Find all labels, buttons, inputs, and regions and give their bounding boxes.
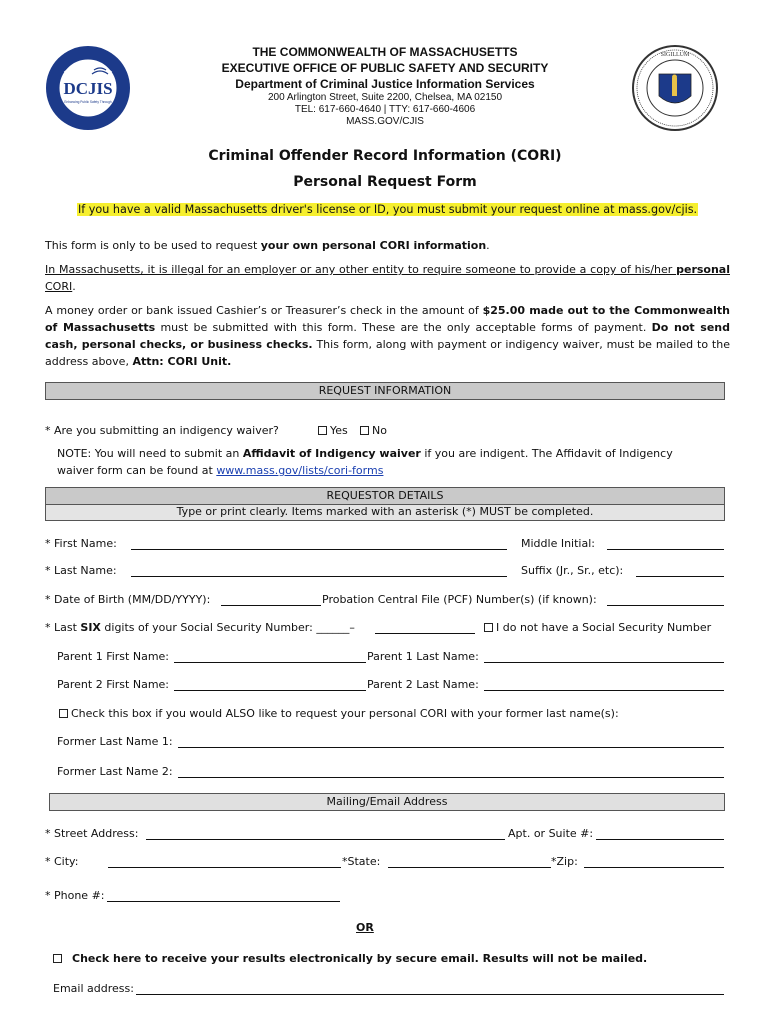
phone-field[interactable] <box>107 901 340 902</box>
no-label: No <box>372 424 387 437</box>
apt-field[interactable] <box>596 839 724 840</box>
street-label: * Street Address: <box>45 827 139 840</box>
svg-text:SIGILLUM: SIGILLUM <box>660 52 690 58</box>
intro-paragraph-3: A money order or bank issued Cashier’s or Treasurer’s check in the amount of $25.00 made out to the Commonwealth of Massachusetts must be submitted with this form. These are the only acceptable forms of payment. Do not send cash, personal checks, or business checks. This form, along with payment or indigency waiver, must be mailed to the address above, Attn: CORI Unit. <box>45 304 730 368</box>
header-web: MASS.GOV/CJIS <box>346 116 424 127</box>
former-name2-label: Former Last Name 2: <box>57 765 173 778</box>
indigency-yes-option[interactable] <box>318 424 348 437</box>
header-executive-office: EXECUTIVE OFFICE OF PUBLIC SAFETY AND SECURITY <box>221 61 549 75</box>
header-department: Department of Criminal Justice Information Services <box>235 77 535 91</box>
former-name2-field[interactable] <box>178 777 724 778</box>
parent1-last-label: Parent 1 Last Name: <box>367 650 479 663</box>
or-divider: OR <box>356 921 374 934</box>
parent1-first-label: Parent 1 First Name: <box>57 650 170 663</box>
former-name1-field[interactable] <box>178 747 724 748</box>
state-label: *State: <box>342 855 381 868</box>
no-ssn-option[interactable] <box>484 621 711 634</box>
former-name1-label: Former Last Name 1: <box>57 735 173 748</box>
apt-label: Apt. or Suite #: <box>508 827 594 840</box>
dob-field[interactable] <box>221 605 321 606</box>
svg-text:DCJIS: DCJIS <box>63 79 113 98</box>
requestor-details-instructions: Type or print clearly. Items marked with an asterisk (*) MUST be completed. <box>45 505 725 521</box>
email-address-label: Email address: <box>53 982 134 995</box>
mailing-heading: Mailing/Email Address <box>49 793 725 811</box>
zip-label: *Zip: <box>551 855 578 868</box>
no-ssn-label: I do not have a Social Security Number <box>496 621 712 634</box>
header-commonwealth: THE COMMONWEALTH OF MASSACHUSETTS <box>252 45 518 59</box>
no-ssn-checkbox[interactable] <box>484 623 493 632</box>
cori-forms-link[interactable]: www.mass.gov/lists/cori-forms <box>216 464 384 477</box>
suffix-field[interactable] <box>636 576 724 577</box>
indigency-no-option[interactable] <box>360 424 387 437</box>
form-title: Criminal Offender Record Information (CORI) <box>208 148 562 164</box>
first-name-label: * First Name: <box>45 537 117 550</box>
header-phone: TEL: 617-660-4640 | TTY: 617-660-4606 <box>294 104 476 115</box>
indigency-question: * Are you submitting an indigency waiver? <box>45 424 279 437</box>
intro-paragraph-2: In Massachusetts, it is illegal for an employer or any other entity to require someone to provide a copy of his/her personal CORI. <box>45 263 730 293</box>
street-field[interactable] <box>146 839 505 840</box>
pcf-label: Probation Central File (PCF) Number(s) (if known): <box>322 593 597 606</box>
email-check-label: Check here to receive your results electronically by secure email. Results will not be mailed. <box>72 952 648 965</box>
indigency-note-link-line: waiver form can be found at www.mass.gov/lists/cori-forms <box>57 464 384 477</box>
city-field[interactable] <box>108 867 341 868</box>
former-name-checkbox[interactable] <box>59 709 68 718</box>
first-name-field[interactable] <box>131 549 507 550</box>
parent2-first-label: Parent 2 First Name: <box>57 678 170 691</box>
form-subtitle: Personal Request Form <box>293 174 477 190</box>
yes-checkbox[interactable] <box>318 426 327 435</box>
requestor-details-heading: REQUESTOR DETAILS <box>45 487 725 505</box>
dob-label: * Date of Birth (MM/DD/YYYY): <box>45 593 211 606</box>
former-name-check-label: Check this box if you would ALSO like to request your personal CORI with your former last name(s): <box>71 707 619 720</box>
yes-label: Yes <box>330 424 348 437</box>
parent2-last-label: Parent 2 Last Name: <box>367 678 479 691</box>
parent2-first-field[interactable] <box>174 690 366 691</box>
parent1-first-field[interactable] <box>174 662 366 663</box>
last-name-label: * Last Name: <box>45 564 117 577</box>
phone-label: * Phone #: <box>45 889 105 902</box>
parent1-last-field[interactable] <box>484 662 724 663</box>
suffix-label: Suffix (Jr., Sr., etc): <box>521 564 624 577</box>
ssn-label: * Last SIX digits of your Social Security Number: ______– <box>45 621 355 634</box>
pcf-field[interactable] <box>607 605 724 606</box>
request-information-heading: REQUEST INFORMATION <box>45 382 725 400</box>
online-notice: If you have a valid Massachusetts driver's license or ID, you must submit your request online at mass.gov/cjis. <box>78 203 698 216</box>
header-address: 200 Arlington Street, Suite 2200, Chelsea, MA 02150 <box>267 92 503 103</box>
former-name-option[interactable] <box>59 707 619 720</box>
parent2-last-field[interactable] <box>484 690 724 691</box>
email-checkbox[interactable] <box>53 954 62 963</box>
city-label: * City: <box>45 855 79 868</box>
last-name-field[interactable] <box>131 576 507 577</box>
state-field[interactable] <box>388 867 551 868</box>
intro-paragraph-1: This form is only to be used to request your own personal CORI information. <box>45 239 490 252</box>
email-option[interactable] <box>53 952 647 965</box>
middle-initial-label: Middle Initial: <box>521 537 595 550</box>
email-address-field[interactable] <box>136 994 724 995</box>
zip-field[interactable] <box>584 867 724 868</box>
ssn-field[interactable] <box>375 633 475 634</box>
no-checkbox[interactable] <box>360 426 369 435</box>
middle-initial-field[interactable] <box>607 549 724 550</box>
indigency-note: NOTE: You will need to submit an Affidavit of Indigency waiver if you are indigent. The Affidavit of Indigency <box>57 447 673 460</box>
svg-text:Enhancing Public Safety Throug: Enhancing Public Safety Through <box>64 100 112 104</box>
